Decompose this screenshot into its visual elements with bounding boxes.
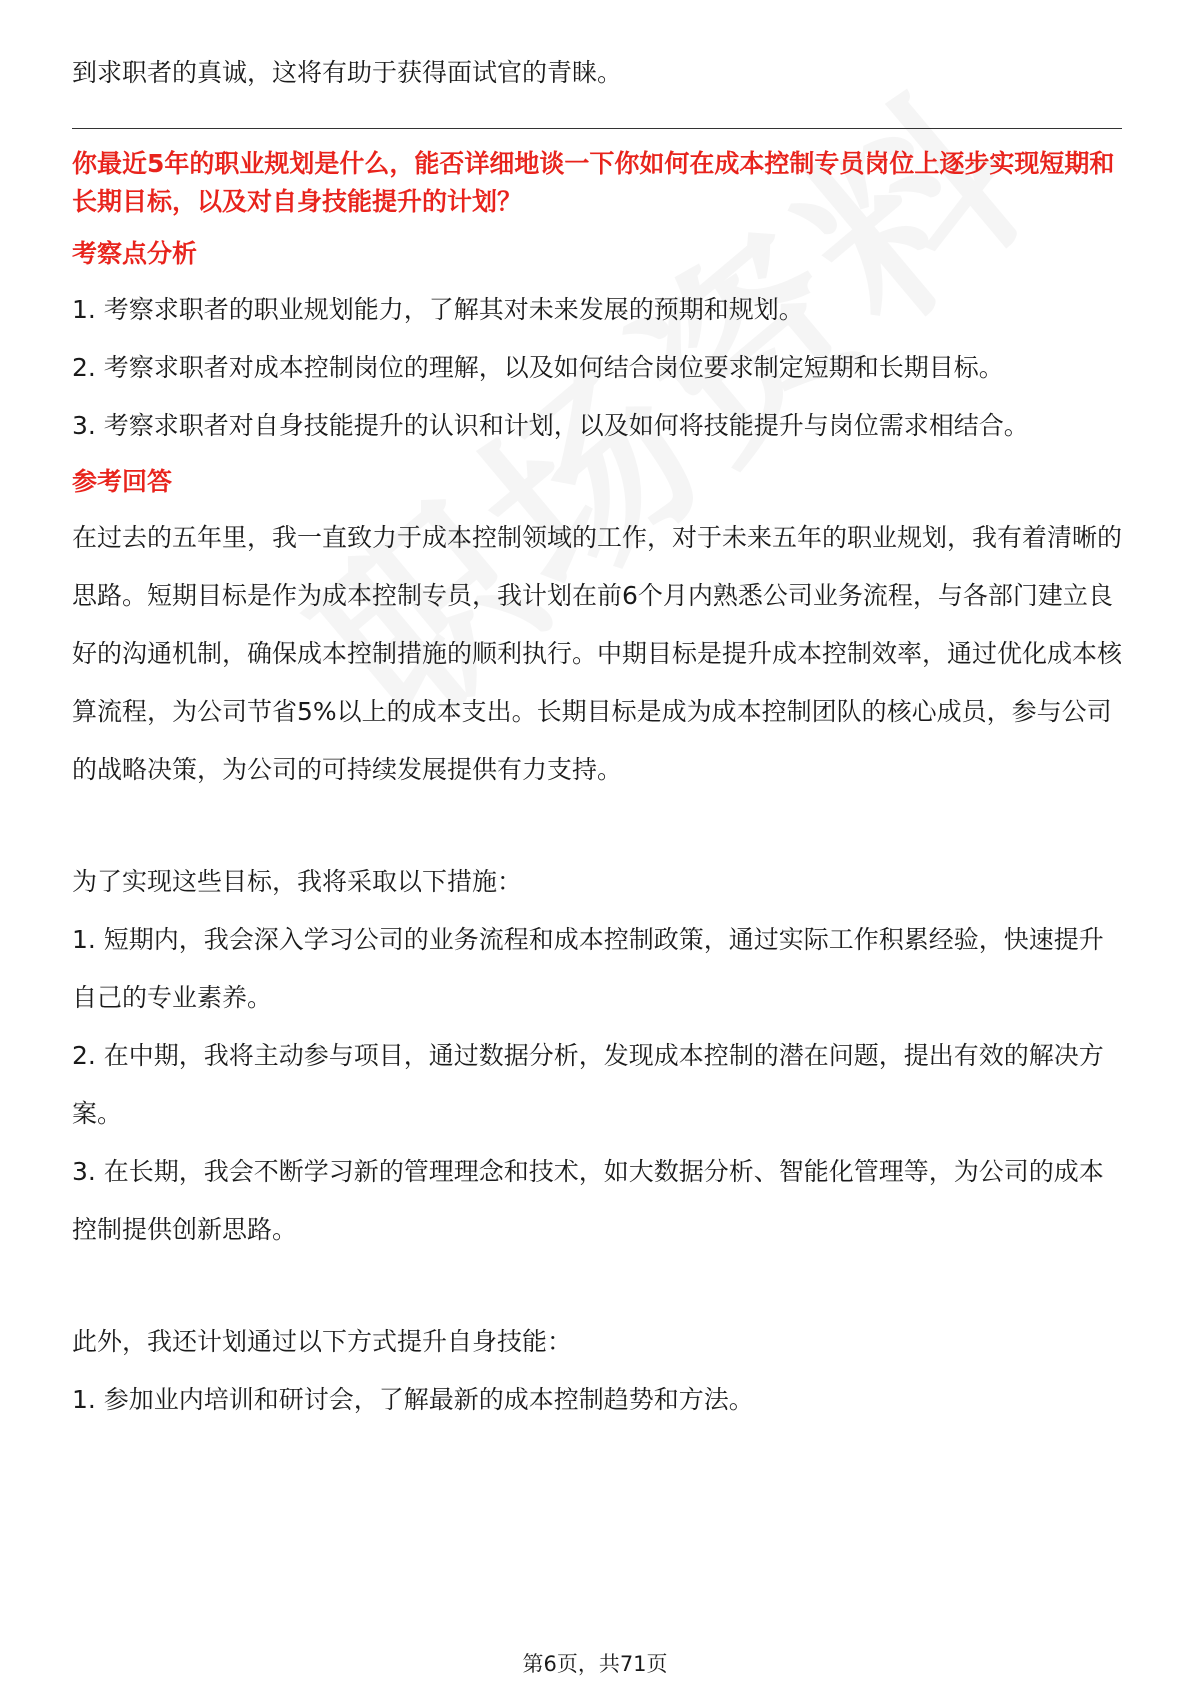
analysis-item: 1. 考察求职者的职业规划能力，了解其对未来发展的预期和规划。 [72,295,804,324]
question-heading: 你最近5年的职业规划是什么，能否详细地谈一下你如何在成本控制专员岗位上逐步实现短期和长期目标，以及对自身技能提升的计划？ [72,149,1115,216]
measure-item: 1. 短期内，我会深入学习公司的业务流程和成本控制政策，通过实际工作积累经验，快速提升自己的专业素养。 [72,925,1104,1012]
analysis-item: 2. 考察求职者对成本控制岗位的理解，以及如何结合岗位要求制定短期和长期目标。 [72,353,1004,382]
blank-spacer [72,1259,1122,1313]
intro-tail-text: 到求职者的真诚，这将有助于获得面试官的青睐。 [72,58,623,87]
blank-spacer [72,799,1122,853]
answer-heading: 参考回答 [72,467,173,496]
analysis-heading: 考察点分析 [72,239,198,268]
measure-item: 2. 在中期，我将主动参与项目，通过数据分析，发现成本控制的潜在问题，提出有效的解决方案。 [72,1041,1104,1128]
section-divider [72,128,1122,129]
measures-intro: 为了实现这些目标，我将采取以下措施： [72,867,523,896]
measure-item: 3. 在长期，我会不断学习新的管理理念和技术，如大数据分析、智能化管理等，为公司的成本控制提供创新思路。 [72,1157,1104,1244]
page-number-footer: 第6页，共71页 [522,1652,668,1676]
answer-paragraph: 在过去的五年里，我一直致力于成本控制领域的工作，对于未来五年的职业规划，我有着清晰的思路。短期目标是作为成本控制专员，我计划在前6个月内熟悉公司业务流程，与各部门建立良好的沟通机制，确保成本控制措施的顺利执行。中期目标是提升成本控制效率，通过优化成本核算流程，为公司节省5%以上的成本支出。长期目标是成为成本控制团队的核心成员，参与公司的战略决策，为公司的可持续发展提供有力支持。 [72,523,1123,784]
skills-intro: 此外，我还计划通过以下方式提升自身技能： [72,1327,573,1356]
document-body [72,44,1122,1429]
analysis-item: 3. 考察求职者对自身技能提升的认识和计划，以及如何将技能提升与岗位需求相结合。 [72,411,1029,440]
skill-item: 1. 参加业内培训和研讨会，了解最新的成本控制趋势和方法。 [72,1385,754,1414]
